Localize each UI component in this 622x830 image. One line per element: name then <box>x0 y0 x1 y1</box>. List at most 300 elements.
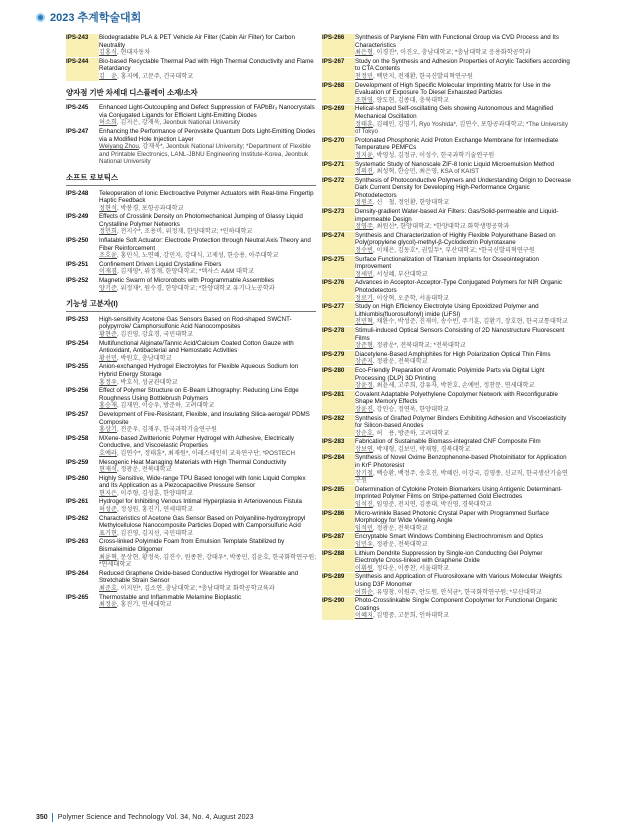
entry-id: IPS-251 <box>66 260 89 268</box>
entry-id: IPS-280 <box>322 367 355 390</box>
section-divider <box>66 311 316 312</box>
entry-title: Encryptable Smart Windows Combining Electrochromism and Optics <box>355 533 544 541</box>
entry-presenter: 양기준 <box>99 284 117 292</box>
entry-id: IPS-262 <box>66 514 89 522</box>
entry-id: IPS-277 <box>322 303 355 326</box>
entry-presenter: 허소희 <box>99 119 117 127</box>
entry-body <box>355 105 572 135</box>
abstract-entry <box>322 454 572 484</box>
entry-title: Development of High Specific Molecular Imprinting Matrix for Use in the Evaluation of Exposure To Diesel Exhausted Particles <box>355 81 551 97</box>
entry-body <box>355 367 572 390</box>
entry-title: Confinement Driven Liquid Crystalline Fibers <box>99 260 222 268</box>
entry-presenter: 임석진 <box>355 501 373 509</box>
entry-id: IPS-259 <box>66 458 89 466</box>
entry-coauthors: , 백만지, 전재환, 한국신발피혁연구원 <box>372 72 473 80</box>
entry-id: IPS-272 <box>322 177 355 207</box>
entry-body <box>99 515 316 538</box>
entry-presenter: 정의진 <box>355 168 373 176</box>
entry-coauthors: , 김연수*, 정태훈*, 최재원*, 이래스테인히 교육연구단; *POSTECH <box>116 449 295 457</box>
entry-authors <box>355 342 572 350</box>
abstract-entry <box>322 391 572 414</box>
page-footer <box>36 812 596 822</box>
abstract-entry <box>322 415 572 438</box>
section-divider <box>66 185 316 186</box>
entry-body <box>99 190 316 213</box>
entry-authors <box>99 402 316 410</box>
entry-id: IPS-279 <box>322 351 355 366</box>
entry-coauthors: , 박재형, 김보민, 박재형, 경북대학교 <box>372 445 471 453</box>
abstract-entry <box>66 237 316 260</box>
entry-body <box>99 261 316 276</box>
entry-coauthors: , 김지은, 강재욱, Jeonbuk National University <box>116 119 240 127</box>
entry-id: IPS-288 <box>322 550 355 573</box>
section-heading: 양자점 기반 차세대 디스플레이 소재/소자 <box>66 87 198 97</box>
entry-coauthors: , 홍민식, 노연혜, 강민지, 강대식, 고제성, 한승용, 아주대학교 <box>116 252 279 260</box>
entry-authors <box>99 205 316 213</box>
entry-body <box>99 277 316 292</box>
entry-title: Study on the Synthesis and Adhesion Properties of Acrylic Tackifiers according to CTA Contents <box>355 57 570 73</box>
entry-body <box>99 387 316 410</box>
entry-title: Helical-shaped Self-oscillating Gels showing Autonomous and Magnified Mechanical Oscillation <box>355 105 554 120</box>
entry-authors <box>99 252 316 260</box>
entry-presenter: 최준호 <box>99 585 117 592</box>
entry-body <box>99 570 316 593</box>
entry-title: Biodegradable PLA & PET Vehicle Air Filter (Cabin Air Filter) for Carbon Neutrality <box>99 34 295 49</box>
entry-id: IPS-260 <box>66 474 89 482</box>
entry-id: IPS-290 <box>322 597 355 620</box>
entry-presenter: 장윤진 <box>355 405 373 413</box>
entry-title: Characteristics of Acetone Gas Sensor Based on Polyaniline-hydroxypropyl Methylcellulose Nanocomposite Particles Doped with Camporsulfuric Acid <box>99 514 306 530</box>
abstract-entry <box>322 161 572 176</box>
entry-title: Protonated Phosphonic Acid Proton Exchange Membrane for Intermediate Temperature PEMFCs <box>355 136 559 152</box>
entry-id: IPS-266 <box>322 34 355 57</box>
entry-coauthors: , 김명중, 고문희, 인하대학교 <box>372 612 449 620</box>
abstract-entry <box>322 232 572 255</box>
entry-id: IPS-274 <box>322 232 355 255</box>
entry-id: IPS-275 <box>322 256 355 279</box>
entry-presenter: 이혜지 <box>355 612 373 620</box>
entry-presenter: 이휘원 <box>355 564 373 572</box>
entry-coauthors: , 김혜인, 김영기, Ryo Yoshida*, 김연수, 포항공과대학교; *The University of Tokyo <box>355 120 568 136</box>
entry-coauthors: , 강재욱*, Jeonbuk National University; *Department of Flexible and Printable Electronics, LANL-JBNU Engineering Institute-Korea, Jeonbuk National University <box>99 143 311 166</box>
entry-title: Inflatable Soft Actuator: Electrode Protection through Neutral Axis Theory and Fiber Reinforcement <box>99 237 311 252</box>
entry-coauthors: , 정광운, 전북대학교 <box>372 524 428 532</box>
entry-authors <box>99 426 316 434</box>
entry-title: Hydrogel for Inhibiting Venous Intimal Hyperplasia in Arteriovenous Fistula <box>99 498 302 506</box>
abstract-entry <box>322 533 572 548</box>
entry-authors <box>99 228 316 236</box>
entry-presenter: 장준지 <box>355 358 373 366</box>
entry-title: Stimuli-induced Optical Sensors Consisting of 2D Nanostructure Fluorescent Films <box>355 326 565 342</box>
entry-coauthors: , 백승환, 백정주, 송호진, 박혜린, 이강국, 김영종, 신교직, 한국생산기술연구원 <box>355 469 568 485</box>
entry-coauthors: , 신 철, 정인환, 한양대학교 <box>372 199 450 207</box>
entry-id: IPS-286 <box>322 510 355 533</box>
entry-body <box>99 128 316 166</box>
entry-presenter: 최정윤 <box>99 601 117 609</box>
entry-presenter: 현재석 <box>99 466 117 474</box>
entry-coauthors: , 양도현, 김종대, 충북대학교 <box>372 96 449 104</box>
abstract-entry <box>322 510 572 533</box>
entry-title: Anion-exchanged Hydrogel Electrolytes for Flexible Aqueous Sodium Ion Hybrid Energy Storage <box>99 363 299 378</box>
entry-coauthors: , 채완수, 박성준, 진재이, 송수빈, 주기훈, 김환기, 장호현, 한국교통대학교 <box>372 318 568 326</box>
entry-presenter: 장보연 <box>355 445 373 453</box>
entry-body <box>355 550 572 573</box>
entry-authors <box>355 541 572 549</box>
page-header <box>36 9 141 25</box>
entry-authors <box>355 589 572 597</box>
abstract-entry <box>322 438 572 453</box>
entry-presenter: 정수빈 <box>355 247 373 255</box>
footer-divider <box>52 813 53 822</box>
entry-body <box>355 256 572 279</box>
entry-title: Covalent Adaptable Polyethylene Copolymer Network with Reconfigurable Shape Memory Effects <box>355 390 558 406</box>
entry-title: Bio-based Recyclable Thermal Pad with High Thermal Conductivity and Flame Retardancy <box>99 57 314 73</box>
entry-presenter: 정원조 <box>355 199 373 207</box>
abstract-entry <box>322 486 572 509</box>
entry-body <box>355 486 572 509</box>
abstract-entry <box>322 34 572 57</box>
abstract-entry <box>322 208 572 231</box>
entry-title: Photo-Crosslinkable Single Component Copolymer for Functional Organic Coatings <box>355 597 558 612</box>
entry-presenter: 정태훈 <box>355 120 373 128</box>
entry-title: Synthesis of Parylene Film with Functional Group via CVD Process and Its Characteristics <box>355 34 559 49</box>
entry-id: IPS-261 <box>66 498 89 506</box>
entry-presenter: 정세민 <box>355 270 373 278</box>
entry-body <box>355 415 572 438</box>
entry-id: IPS-285 <box>322 486 355 509</box>
entry-coauthors: , 박호석, 성균관대학교 <box>116 378 178 386</box>
entry-authors <box>355 565 572 573</box>
entry-title: Determination of Cytokine Protein Biomarkers Using Antigenic Determinant-Imprinted Polymer Films on Stripe-patterned Gold Electrodes <box>355 485 563 501</box>
entry-title: Reduced Graphene Oxide-based Conductive Hydrogel for Wearable and Stretchable Strain Sensor <box>99 569 299 585</box>
entry-coauthors: , 이지민*, 김소연, 충남대학교; *충남대학교 화학공학교육과 <box>116 585 275 592</box>
entry-coauthors: , 이경진*, 이진오, 충남대학교; *충남대학교 응용화학공학과 <box>372 49 531 57</box>
entry-title: Fabrication of Sustainable Biomass-integrated CNF Composite Film <box>355 438 541 446</box>
entry-body <box>99 411 316 434</box>
entry-coauthors: , 최성혁, 한승민, 최은영, KSA of KAIST <box>372 168 480 176</box>
entry-id: IPS-252 <box>66 277 89 285</box>
entry-body <box>99 58 316 81</box>
abstract-entry <box>66 515 316 538</box>
entry-presenter: 허성준 <box>99 506 117 514</box>
entry-title: Teleoperation of Ionic Electroactive Polymer Actuators with Real-time Fingertip Haptic Feedback <box>99 189 314 205</box>
entry-presenter: Weiyang Zhou <box>99 143 139 151</box>
entry-id: IPS-267 <box>322 58 355 81</box>
entry-id: IPS-244 <box>66 58 99 81</box>
entry-coauthors: , 김재영*, 위정재, 한양대학교; *텍사스 A&M 대학교 <box>116 268 254 276</box>
entry-authors <box>355 470 572 485</box>
entry-coauthors: , 박봉경, 포항공과대학교 <box>116 204 184 212</box>
entry-presenter: 천정민 <box>355 72 373 80</box>
entry-authors <box>99 490 316 498</box>
entry-title: Synthesis and Application of Fluorosiloxane with Various Molecular Weights Using D3F Monomer <box>355 573 562 588</box>
entry-body <box>99 475 316 498</box>
abstract-entry <box>322 58 572 81</box>
entry-id: IPS-282 <box>322 415 355 438</box>
abstract-entry <box>66 340 316 363</box>
entry-presenter: 이재겸 <box>99 268 117 276</box>
entry-title: Enhancing the Performance of Perovskite Quantum Dots Light-Emitting Diodes via a Modified Hole Injection Layer <box>99 127 316 143</box>
entry-title: Mesogenic Heat Managing Materials with High Thermal Conductivity <box>99 458 287 466</box>
entry-presenter: 임석민 <box>355 524 373 532</box>
entry-authors <box>355 97 572 105</box>
entry-id: IPS-256 <box>66 387 89 395</box>
abstract-entry <box>66 213 316 236</box>
abstract-entry <box>322 351 572 366</box>
entry-coauthors: , 정광운, 전북대학교 <box>372 541 428 548</box>
entry-authors <box>99 355 316 363</box>
entry-coauthors: , 정광운, 전북대학교 <box>116 466 172 474</box>
entry-body <box>355 232 572 255</box>
abstract-entry <box>322 82 572 105</box>
entry-title: Enhanced Light-Outcoupling and Defect Suppression of FAPbBr₃ Nanocrystals via Conjugated Ligands for Efficient Light-Emitting Diodes <box>99 104 315 119</box>
abstract-entry <box>322 137 572 160</box>
entry-id: IPS-264 <box>66 569 89 577</box>
entry-id: IPS-281 <box>322 391 355 414</box>
entry-title: Surface Functionalization of Titanium Implants for Osseointegration Improvement <box>355 255 539 271</box>
entry-coauthors: , 홍진기, 연세대학교 <box>116 601 172 609</box>
entry-body <box>355 303 572 326</box>
entry-body <box>99 459 316 474</box>
header-title: 2023 추계학술대회 <box>50 12 142 24</box>
entry-coauthors: , 이주형, 김성훈, 한양대학교 <box>116 489 193 497</box>
entry-presenter: 호예라 <box>99 449 117 457</box>
abstract-entry <box>66 316 316 339</box>
entry-title: Lithium Dendrite Suppression by Single-ion Conducting Gel Polymer Electrolyte Cross-linked with Graphene Oxide <box>355 549 543 565</box>
abstract-entry <box>66 104 316 127</box>
entry-title: Systematic Study of Nanoscale ZIF-8 Ionic Liquid Microemulsion Method <box>355 160 555 168</box>
entry-body <box>355 58 572 81</box>
entry-coauthors: , 이상혁, 오준학, 서울대학교 <box>372 294 449 302</box>
entry-authors <box>99 554 316 569</box>
entry-presenter: 전민혁 <box>355 318 373 326</box>
entry-id: IPS-248 <box>66 189 89 197</box>
right-column <box>322 34 572 621</box>
entry-title: Micro-wrinkle Based Photonic Crystal Paper with Programmed Surface Morphology for Wide Viewing Angle <box>355 509 549 525</box>
entry-body <box>355 454 572 484</box>
entry-authors <box>355 49 572 57</box>
entry-presenter: 최은형 <box>355 49 373 57</box>
entry-presenter: 김홍식 <box>99 49 117 57</box>
entry-presenter: 최윤혁 <box>99 553 117 561</box>
entry-presenter: 조현영 <box>355 96 373 104</box>
entry-body <box>99 316 316 339</box>
abstract-entry <box>66 261 316 276</box>
entry-id: IPS-284 <box>322 454 355 484</box>
entry-title: Synthesis of Photoconductive Polymers and Understanding Origin to Decrease Dark Current Density for Developing High-Performance Organic Photodetectors <box>355 176 571 199</box>
abstract-entry <box>66 277 316 292</box>
entry-coauthors: , 위정재*, 원수경, 한양대학교; *한양대학교 유기나노공학과 <box>116 284 275 292</box>
entry-body <box>99 435 316 458</box>
entry-title: Eco-Friendly Preparation of Aromatic Polyimide Parts via Digital Light Processing (DLP) 3D Printing <box>355 366 545 382</box>
entry-body <box>355 137 572 160</box>
entry-authors <box>99 585 316 593</box>
entry-authors <box>99 530 316 538</box>
entry-authors <box>99 73 316 81</box>
entry-presenter: 임민우 <box>355 541 373 548</box>
abstract-entry <box>322 550 572 573</box>
entry-id: IPS-269 <box>322 105 355 135</box>
entry-authors <box>355 199 572 207</box>
section-heading: 기능성 고분자(I) <box>66 299 118 309</box>
entry-id: IPS-247 <box>66 127 89 135</box>
entry-presenter: 정로기 <box>355 294 373 302</box>
abstract-entry <box>322 256 572 279</box>
abstract-entry <box>322 367 572 390</box>
abstract-entry <box>66 538 316 568</box>
entry-presenter: 정현석 <box>99 204 117 212</box>
entry-presenter: 이희순 <box>355 588 373 596</box>
entry-id: IPS-287 <box>322 533 355 548</box>
entry-title: Advances in Acceptor-Acceptor-Type Conjugated Polymers for NIR Organic Photodetectors <box>355 279 563 294</box>
entry-coauthors: , 정다운, 이종찬, 서울대학교 <box>372 564 449 572</box>
entry-presenter: 정지윤 <box>355 151 373 159</box>
entry-body <box>355 208 572 231</box>
entry-body <box>355 510 572 533</box>
entry-id: IPS-271 <box>322 161 355 176</box>
entry-authors <box>99 49 316 57</box>
entry-presenter: 조호윤 <box>99 252 117 260</box>
entry-presenter: 표기현 <box>99 529 117 537</box>
entry-body <box>99 340 316 363</box>
entry-presenter: 홍상기 <box>99 426 117 434</box>
entry-coauthors: , 김재연, 이승우, 방준하, 고려대학교 <box>116 402 215 410</box>
entry-title: Development of Fire-Resistant, Flexible, and Insulating Silica-aerogel/ PDMS Composite <box>99 410 310 426</box>
entry-coauthors: , 이채은, 김동호*, 권일두*, 부산대학교; *한국신발피혁연구원 <box>372 247 535 255</box>
abstract-entry <box>322 177 572 207</box>
abstract-entry <box>66 594 316 609</box>
entry-presenter: 홍승재 <box>99 402 117 410</box>
entry-title: Highly Sensitive, Wide-range TPU Based Ionogel with Ionic Liquid Complex and Its Application as a Piezocapacitive Pressure Sensor <box>99 474 306 490</box>
entry-authors <box>99 268 316 276</box>
entry-presenter: 현지은 <box>99 489 117 497</box>
entry-title: Diacetylene-Based Amphiphiles for High Polarization Optical Thin Films <box>355 350 551 358</box>
abstract-entry <box>66 387 316 410</box>
entry-coauthors: , 전준우, 김재우, 한국과학기술연구원 <box>116 426 217 434</box>
entry-id: IPS-257 <box>66 410 89 418</box>
entry-presenter: 황선민 <box>99 354 117 362</box>
entry-id: IPS-268 <box>322 82 355 105</box>
entry-authors <box>99 285 316 293</box>
page-number: 350 <box>36 813 48 821</box>
abstract-entry <box>322 105 572 135</box>
entry-body <box>355 351 572 366</box>
entry-id: IPS-254 <box>66 339 89 347</box>
entry-authors <box>99 506 316 514</box>
entry-title: Cross-linked Polyimide Foam from Emulsion Template Stabilized by Bismaleimide Oligomer <box>99 538 285 554</box>
entry-body <box>99 363 316 386</box>
entry-title: Thermostable and Inflammable Melamine Bioplastic <box>99 593 242 601</box>
abstract-entry <box>66 498 316 513</box>
entry-id: IPS-249 <box>66 213 89 221</box>
entry-authors <box>355 223 572 231</box>
entry-coauthors: , 김진영, 김지선, 국민대학교 <box>116 529 193 537</box>
entry-coauthors: , 서성혜, 부산대학교 <box>372 270 428 278</box>
section-heading: 소프트 로보틱스 <box>66 172 119 182</box>
abstract-entry <box>322 573 572 596</box>
entry-authors <box>355 406 572 414</box>
entry-title: Synthesis of Grafted Polymer Binders Exhibiting Adhesion and Viscoelasticity for Silicon-based Anodes <box>355 414 567 430</box>
left-column <box>66 34 316 610</box>
entry-coauthors: , 정광운, 전북대학교 <box>372 358 428 366</box>
entry-title: MXene-based Zwitterionic Polymer Hydrogel with Adhesive, Electrically Conductive, and Viscoelastic Properties <box>99 434 294 450</box>
journal-info: Polymer Science and Technology Vol. 34, No. 4, August 2023 <box>57 813 254 821</box>
entry-coauthors: , 최원신*, 한양대학교; *한양대학교 화학생명공학과 <box>372 223 510 231</box>
entry-authors <box>99 601 316 609</box>
entry-authors <box>355 382 572 390</box>
entry-body <box>355 177 572 207</box>
entry-presenter: 장준형 <box>355 342 373 350</box>
entry-body <box>355 597 572 620</box>
section-divider <box>66 99 316 100</box>
entry-coauthors: , 정성원, 홍진기, 연세대학교 <box>116 506 193 514</box>
entry-authors <box>355 121 572 136</box>
entry-presenter: 정민희 <box>99 228 117 236</box>
entry-body <box>99 213 316 236</box>
entry-presenter: 정영주 <box>355 223 373 231</box>
entry-id: IPS-283 <box>322 438 355 453</box>
entry-body <box>355 82 572 105</box>
abstract-entry <box>322 597 572 620</box>
entry-body <box>355 161 572 176</box>
entry-body <box>355 573 572 596</box>
entry-authors <box>355 430 572 438</box>
abstract-entry <box>66 34 316 57</box>
abstract-entry <box>66 58 316 81</box>
entry-authors <box>99 331 316 339</box>
entry-authors <box>355 271 572 279</box>
entry-authors <box>355 295 572 303</box>
entry-presenter: 장기철 <box>355 469 373 477</box>
entry-coauthors: , 최윤세, 고주희, 강유자, 박찬호, 손예빈, 정찬문, 연세대학교 <box>372 382 535 390</box>
entry-authors <box>99 379 316 387</box>
entry-body <box>355 34 572 57</box>
entry-coauthors: , 김진영, 강효경, 국민대학교 <box>116 331 193 338</box>
entry-title: Multifunctional Alginate/Tannic Acid/Calcium Coated Cotton Gauze with Antioxidant, Antibacterial and Hemostatic Activities <box>99 339 294 355</box>
abstract-entry <box>66 363 316 386</box>
entry-authors <box>99 466 316 474</box>
entry-presenter: 장순호 <box>355 429 373 437</box>
abstract-entry <box>66 435 316 458</box>
entry-title: Effects of Crosslink Density on Photomechanical Jumping of Glassy Liquid Crystalline Polymer Networks <box>99 213 303 228</box>
abstract-entry <box>66 475 316 498</box>
abstract-entry <box>66 411 316 434</box>
entry-title: Synthesis of Novel Oxime Benzophenone-based Photoinitiator for Application in KrF Photoresist <box>355 454 567 470</box>
entry-presenter: 황현준 <box>99 331 117 338</box>
abstract-entry <box>322 303 572 326</box>
entry-coauthors: , 현대자동차 <box>116 49 151 57</box>
entry-title: Magnetic Swarm of Microrobots with Programmable Assemblies <box>99 277 275 285</box>
abstract-entry <box>66 128 316 166</box>
abstract-entry <box>66 190 316 213</box>
entry-coauthors: , 강인승, 정연욱, 한양대학교 <box>372 405 449 413</box>
bullet-circle-icon <box>36 13 45 22</box>
entry-authors <box>355 525 572 533</box>
entry-body <box>99 104 316 127</box>
entry-title: High-sensitivity Acetone Gas Sensors Based on Rod-shaped SWCNT-polypyrrole/ Camphorsulfonic Acid Nanocomposites <box>99 315 292 331</box>
entry-id: IPS-255 <box>66 363 89 371</box>
entry-title: Synthesis and Characterization of Highly Flexible Polyurethane Based on Poly(propylene glycol)-methyl-β-Cyclodextrin Polyrotaxane <box>355 231 556 247</box>
abstract-entry <box>322 327 572 350</box>
entry-body <box>99 594 316 609</box>
entry-body <box>99 498 316 513</box>
entry-coauthors: , 박원호, 충남대학교 <box>116 354 172 362</box>
entry-coauthors: , 정광운*, 전북대학교; *전북대학교 <box>372 342 466 350</box>
entry-title: Study on High Efficiency Electrolyte Using Epoxidized Polymer and Lithiumbis(fluorosulfonyl) imide (LiFSI) <box>355 303 539 318</box>
abstract-entry <box>66 459 316 474</box>
entry-body <box>355 533 572 548</box>
entry-body <box>99 34 316 57</box>
